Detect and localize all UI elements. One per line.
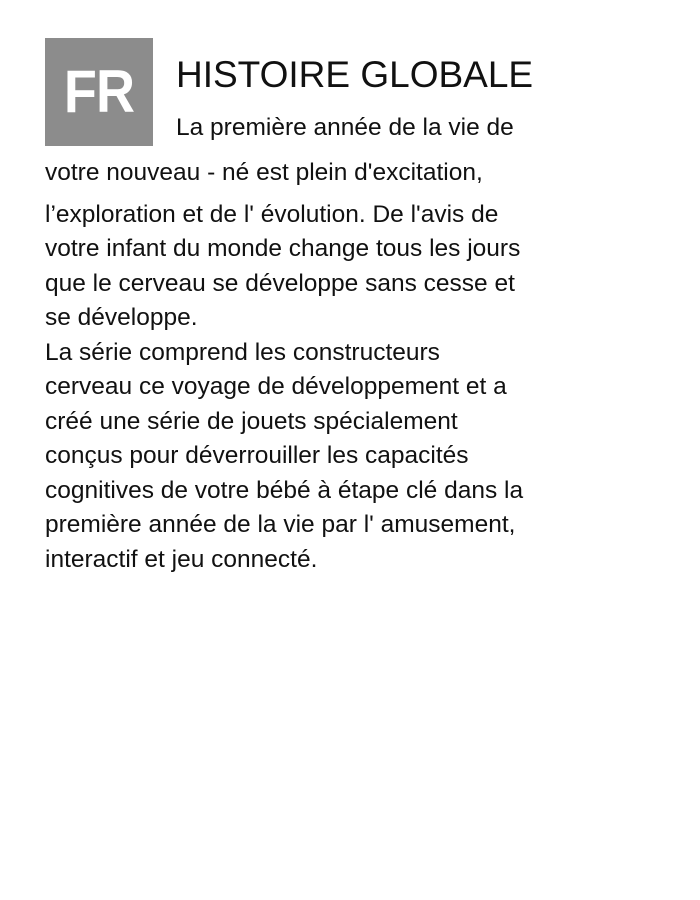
- language-badge: [45, 38, 153, 146]
- body-line: interactif et jeu connecté.: [45, 545, 318, 573]
- intro-first-line: La première année de la vie de: [176, 114, 514, 141]
- body-line: l’exploration et de l' évolution. De l'avis de: [45, 200, 499, 228]
- body-line: conçus pour déverrouiller les capacités: [45, 442, 469, 469]
- body-line: votre nouveau - né est plein d'excitation,: [45, 159, 483, 186]
- body-line: que le cerveau se développe sans cesse et: [45, 269, 515, 297]
- language-badge-label: FR: [63, 58, 135, 125]
- body-line: créé une série de jouets spécialement: [45, 407, 458, 435]
- body-line: votre infant du monde change tous les jours: [45, 235, 521, 262]
- body-line: La série comprend les constructeurs: [45, 338, 440, 366]
- body-line: cerveau ce voyage de développement et a: [45, 373, 507, 400]
- body-text: [45, 156, 665, 577]
- body-line: se développe.: [45, 304, 198, 331]
- body-line: cognitives de votre bébé à étape clé dans la: [45, 476, 524, 504]
- page-title: HISTOIRE GLOBALE: [176, 54, 534, 95]
- body-line: première année de la vie par l' amusement,: [45, 511, 516, 538]
